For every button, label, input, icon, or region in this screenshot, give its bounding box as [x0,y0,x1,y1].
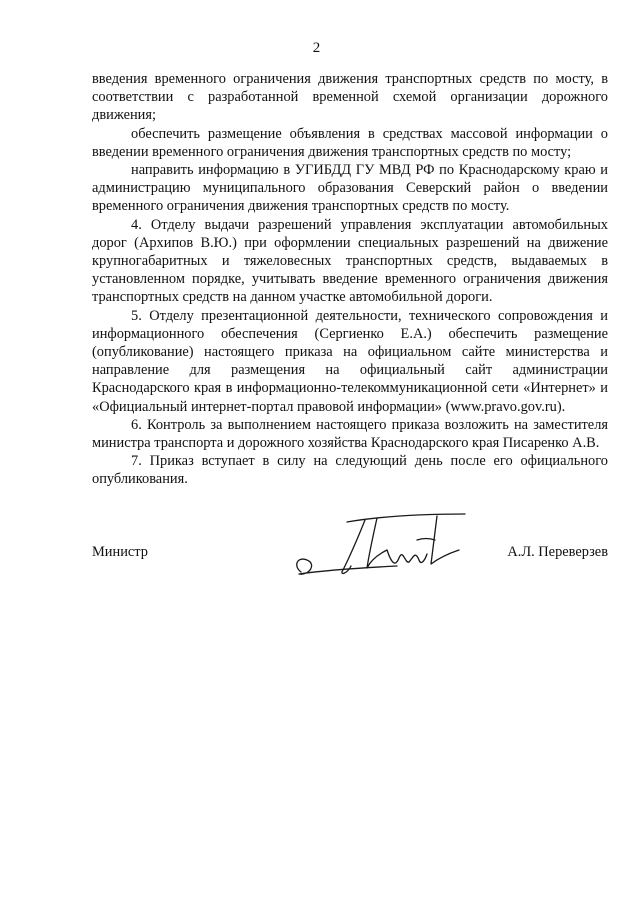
signer-name: А.Л. Переверзев [507,544,608,560]
signature-block [92,538,608,588]
paragraph-publish-notice: обеспечить размещение объявления в средствах массовой информации о введении временного ограничения движения транспортных средств по мосту; [92,125,608,160]
paragraph-item-6: 6. Контроль за выполнением настоящего приказа возложить на заместителя министра транспорта и дорожного хозяйства Краснодарского края Писаренко А.В. [92,416,608,452]
paragraph-item-4: 4. Отделу выдачи разрешений управления эксплуатации автомобильных дорог (Архипов В.Ю.) при оформлении специальных разрешений на движение крупногабаритных и тяжеловесных транспортных средств, выдаваемых в установленном порядке, учитывать введение временного ограничения движения транспортных средств на данном участке автомобильной дороги. [92,216,608,306]
page-number: 2 [312,40,321,56]
paragraph-item-7: 7. Приказ вступает в силу на следующий день после его официального опубликования. [92,453,608,488]
paragraph-continuation: введения временного ограничения движения транспортных средств по мосту, в соответствии с разработанной временной схемой организации дорожного движения; [92,71,608,124]
paragraph-item-5: 5. Отделу презентационной деятельности, технического сопровождения и информационного обеспечения (Сергиенко Е.А.) обеспечить размещение (опубликование) настоящего приказа на официальном сайте министерства и направление для размещения на официальный сайт администрации Краснодарского края в информационно-телекоммуникационной сети «Интернет» и «Официальный интернет-портал правовой информации» (www.pravo.gov.ru). [92,307,608,415]
handwritten-signature [287,510,482,580]
paragraph-send-info: направить информацию в УГИБДД ГУ МВД РФ по Краснодарскому краю и администрацию муниципального образования Северский район о введении временного ограничения движения транспортных средств по мосту. [92,162,608,215]
document-body [92,70,608,489]
signer-title: Министр [92,544,148,560]
